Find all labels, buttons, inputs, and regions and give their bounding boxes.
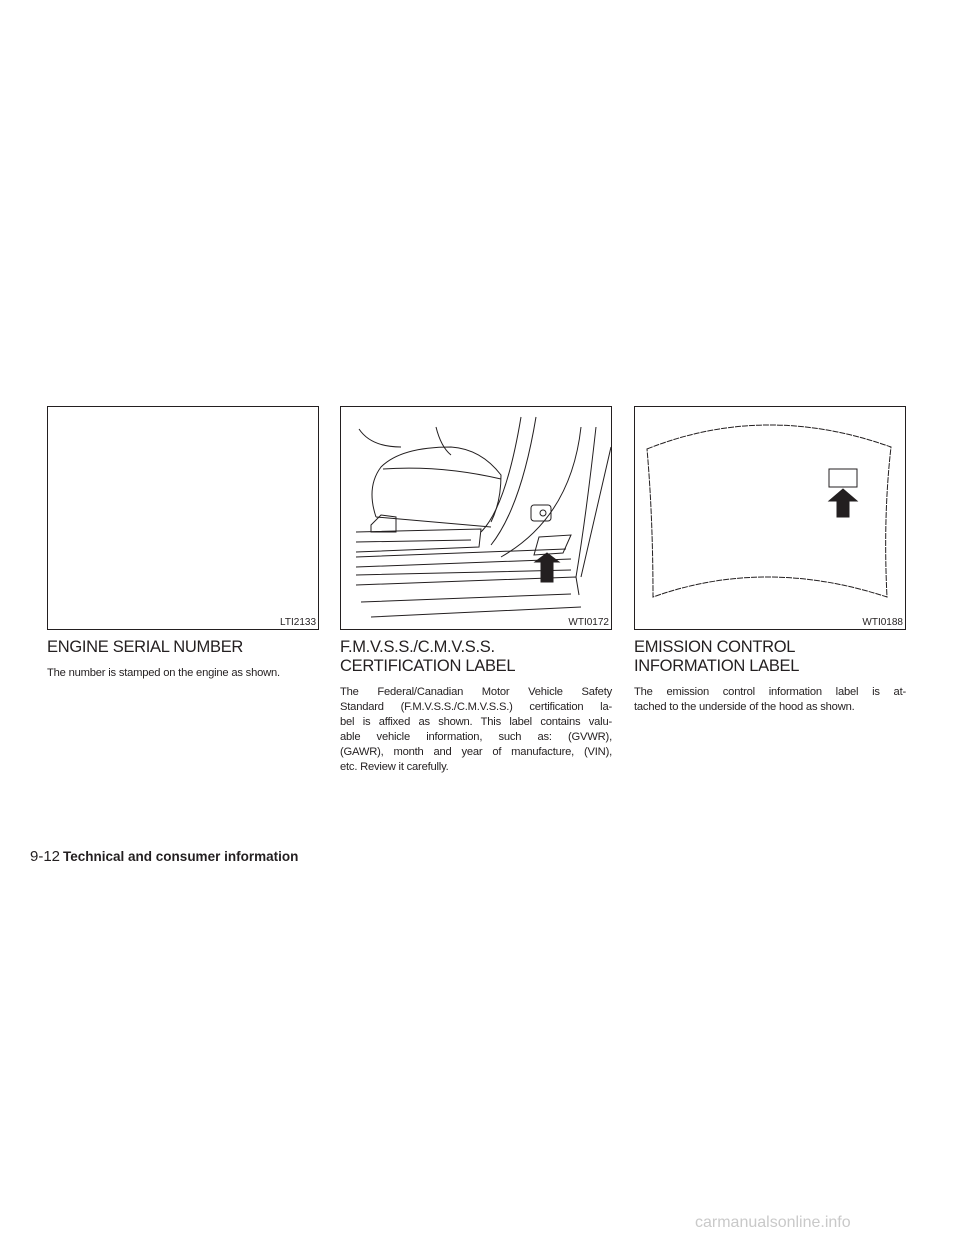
figure-code: WTI0188 (862, 617, 903, 628)
section-body: The number is stamped on the engine as shown. (47, 667, 280, 679)
section-body: The Federal/Canadian Motor Vehicle Safety Standard (F.M.V.S.S./C.M.V.S.S.) certification la- bel is affixed as shown. This label contains valu- able vehicle information, such as: (GVWR), (GAWR), month and year of manufacture, (VIN), etc. Review it carefully. (340, 686, 612, 773)
engine-figure (47, 406, 319, 630)
door-sill-figure (340, 406, 612, 630)
certification-label-section (340, 406, 612, 775)
section-title: Technical and consumer information (63, 849, 299, 864)
section-heading: EMISSION CONTROL INFORMATION LABEL (634, 638, 800, 675)
page-footer (30, 848, 298, 865)
figure-code: WTI0172 (568, 617, 609, 628)
emission-label-section (634, 406, 906, 715)
page-number: 9-12 (30, 848, 61, 865)
section-heading: F.M.V.S.S./C.M.V.S.S. CERTIFICATION LABEL (340, 638, 516, 675)
section-heading: ENGINE SERIAL NUMBER (47, 638, 244, 656)
figure-code: LTI2133 (280, 617, 316, 628)
section-body: The emission control information label is at- tached to the underside of the hood as shown. (634, 686, 906, 713)
hood-figure (634, 406, 906, 630)
engine-serial-section (47, 406, 319, 681)
watermark: carmanualsonline.info (695, 1214, 851, 1231)
